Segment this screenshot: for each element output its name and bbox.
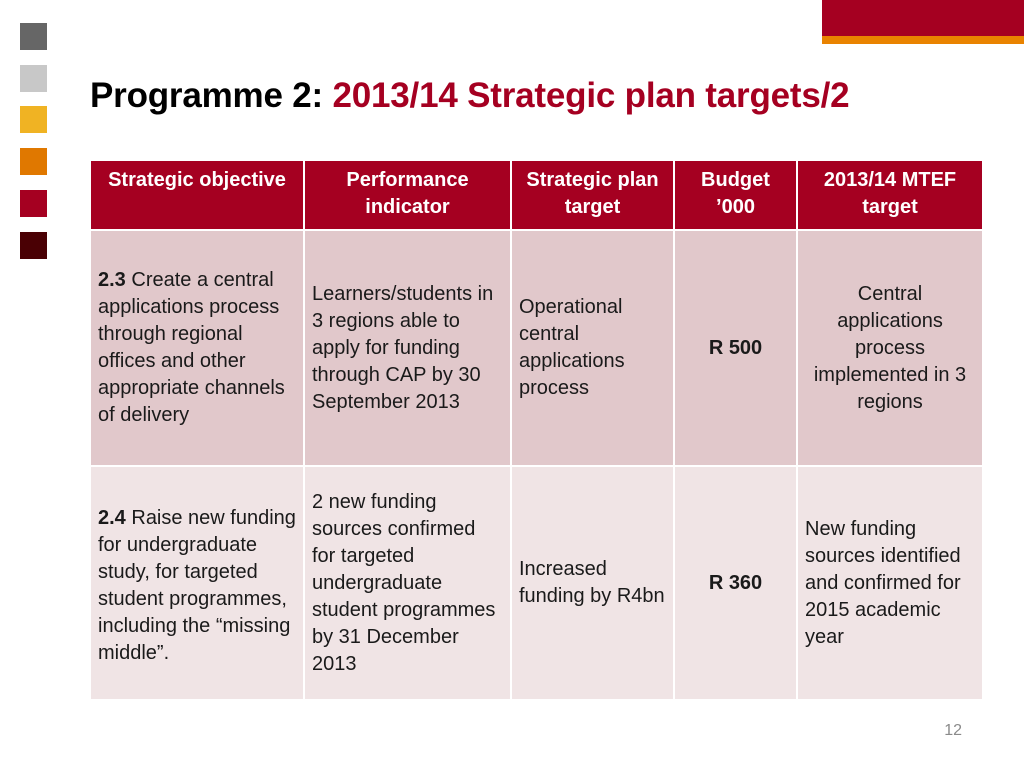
title-accent: 2013/14 Strategic plan targets/2 <box>332 76 850 115</box>
header-strategic-plan-target: Strategic plan target <box>511 160 674 230</box>
targets-table <box>89 159 984 701</box>
objective-text: Raise new funding for undergraduate study, for targeted student programmes, including the “missing middle”. <box>98 507 296 664</box>
header-strategic-objective: Strategic objective <box>90 160 304 230</box>
cell-mtef-target: New funding sources identified and confirmed for 2015 academic year <box>797 466 983 700</box>
decor-square-gray-dark <box>20 23 47 50</box>
objective-number: 2.3 <box>98 269 126 291</box>
cell-performance-indicator: Learners/students in 3 regions able to apply for funding through CAP by 30 September 2013 <box>304 230 511 466</box>
cell-budget: R 500 <box>674 230 797 466</box>
cell-strategic-objective <box>90 466 304 700</box>
decor-square-orange <box>20 148 47 175</box>
decor-square-red <box>20 190 47 217</box>
objective-number: 2.4 <box>98 507 126 529</box>
objective-text: Create a central applications process through regional offices and other appropriate channels of delivery <box>98 269 285 426</box>
cell-strategic-objective <box>90 230 304 466</box>
cell-strategic-plan-target: Operational central applications process <box>511 230 674 466</box>
decor-square-yellow <box>20 106 47 133</box>
cell-performance-indicator: 2 new funding sources confirmed for targeted undergraduate student programmes by 31 December 2013 <box>304 466 511 700</box>
slide-title <box>90 76 849 116</box>
table-header-row <box>90 160 983 230</box>
table-row <box>90 230 983 466</box>
top-banner-red <box>822 0 1024 36</box>
decor-square-maroon <box>20 232 47 259</box>
title-prefix: Programme 2: <box>90 76 333 115</box>
decor-square-gray-light <box>20 65 47 92</box>
header-performance-indicator: Performance indicator <box>304 160 511 230</box>
cell-strategic-plan-target: Increased funding by R4bn <box>511 466 674 700</box>
page-number: 12 <box>944 722 962 739</box>
top-banner-orange <box>822 36 1024 44</box>
header-budget: Budget ’000 <box>674 160 797 230</box>
cell-budget: R 360 <box>674 466 797 700</box>
table-row <box>90 466 983 700</box>
cell-mtef-target: Central applications process implemented in 3 regions <box>797 230 983 466</box>
header-mtef-target: 2013/14 MTEF target <box>797 160 983 230</box>
